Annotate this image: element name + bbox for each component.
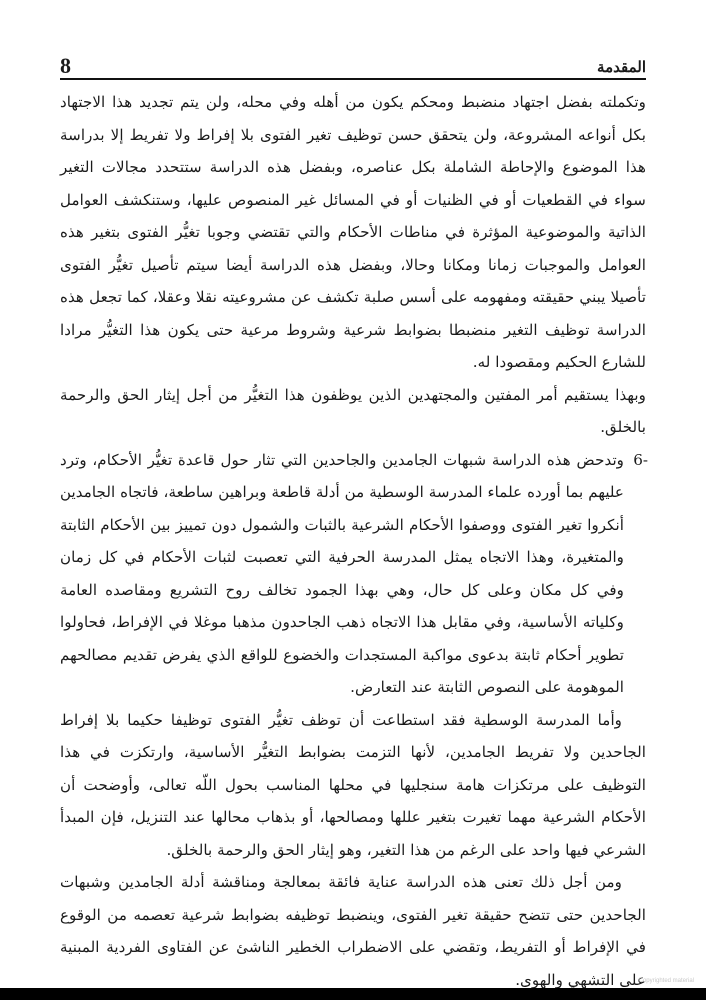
numbered-paragraph-6 [60,444,646,704]
copyright-watermark: Copyrighted material [638,978,694,984]
paragraph-moderate-school: وأما المدرسة الوسطية فقد استطاعت أن توظف تغيُّر الفتوى توظيفا حكيما بلا إفراط الجاحدين ولا تفريط الجامدين، لأنها التزمت بضوابط التغيُّر الأساسية، وارتكزت في هذا التوظيف على مرتكزات هامة سنجليها في محلها المناسب بحول اللّه تعالى، وأوضحت أن الأحكام الشرعية مهما تغيرت بتغير عللها ومصالحها، أو بذهاب محالها عند التنزيل، فإن المبدأ الشرعي فيها واحد على الرغم من هذا التغير، وهو إيثار الحق والرحمة بالخلق. [60,710,646,859]
paragraph-continuation: وتكملته بفضل اجتهاد منضبط ومحكم يكون من أهله وفي محله، ولن يتم تجديد هذا الاجتهاد بكل أنواعه المشروعة، ولن يتحقق حسن توظيف تغير الفتوى بلا إفراط ولا تفريط إلا بدراسة هذا الموضوع والإحاطة الشاملة بكل عناصره، وبفضل هذه الدراسة ستتحدد مجالات التغير سواء في القطعيات أو في الظنيات أو في المسائل غير المنصوص عليها، وستنكشف العوامل الذاتية والموضوعية المؤثرة في مناطات الأحكام والتي تقتضي وجوبا تغيُّر الفتوى بتغير هذه العوامل والموجبات زمانا ومكانا وحالا، وبفضل هذه الدراسة أيضا سيتم تأصيل تغيُّر الفتوى تأصيلا يبني حقيقته ومفهومه على أسس صلبة تكشف عن مشروعيته نقلا وعقلا، كما تجعل هذه الدراسة توظيف التغير منضبطا بضوابط شرعية وشروط مرعية حتى يكون هذا التغيُّر مرادا للشارع الحكيم ومقصودا له. [60,93,646,371]
numbered-paragraph-text: وتدحض هذه الدراسة شبهات الجامدين والجاحدين التي تثار حول قاعدة تغيُّر الأحكام، وترد عليهم بما أورده علماء المدرسة الوسطية من أدلة قاطعة وبراهين ساطعة، فاتجاه الجامدين أنكروا تغير الفتوى ووصفوا الأحكام الشرعية بالثبات والشمول دون تمييز بين الأحكام الثابتة والمتغيرة، وهذا الاتجاه يمثل المدرسة الحرفية التي تعصبت لثبات الأحكام في كل زمان وفي كل مكان وعلى كل حال، وهي بهذا الجمود تخالف روح التشريع ومقاصده العامة وكلياته الأساسية، وفي مقابل هذا الاتجاه ذهب الجاحدون مذهبا موغلا في الإفراط، فحاولوا تطوير أحكام ثابتة بدعوى مواكبة المستجدات والخضوع للواقع الذي يفرض تقديم مصالحهم الموهومة على النصوص الثابتة عند التعارض. [60,450,624,696]
running-header [60,48,646,78]
chapter-title: المقدمة [597,58,646,76]
page-body [60,86,646,996]
bottom-black-bar [0,988,706,1000]
page-number: 8 [60,53,71,78]
header-rule-divider [60,78,646,80]
paragraph-conclusion: وبهذا يستقيم أمر المفتين والمجتهدين الذين يوظفون هذا التغيُّر من أجل إيثار الحق والرحمة بالخلق. [60,385,646,436]
paragraph-study-focus: ومن أجل ذلك تعنى هذه الدراسة عناية فائقة بمعالجة ومناقشة أدلة الجامدين وشبهات الجاحدين حتى تتضح حقيقة تغير الفتوى، وينضبط توظيفه بضوابط شرعية تعصمه من الوقوع في الإفراط أو التفريط، وتقضي على الاضطراب الخطير الناشئ عن الفتاوى الفردية المبنية على التشهي والهوى. [60,873,646,989]
list-number: 6- [633,450,648,469]
